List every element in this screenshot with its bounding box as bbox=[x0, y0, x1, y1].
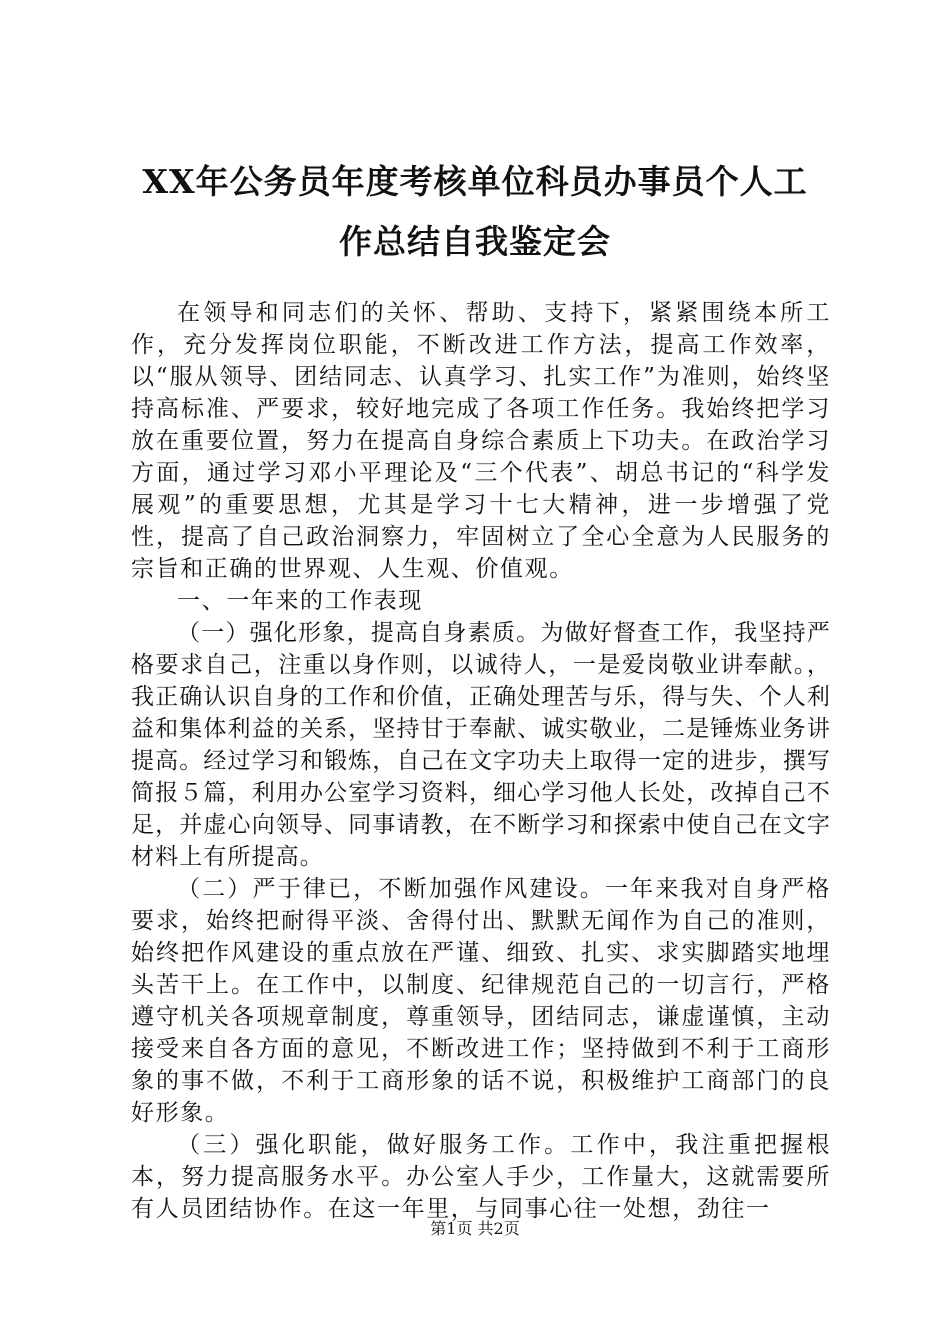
document-title-line1: XX年公务员年度考核单位科员办事员个人工 bbox=[142, 162, 808, 201]
page-number-footer: 第1页 共2页 bbox=[430, 1219, 520, 1238]
paragraph-intro: 在领导和同志们的关怀、帮助、支持下，紧紧围绕本所工作，充分发挥岗位职能，不断改进工作方法，提高工作效率，以“服从领导、团结同志、认真学习、扎实工作”为准则，始终坚持高标准、严要求，较好地完成了各项工作任务。我始终把学习放在重要位置，努力在提高自身综合素质上下功夫。在政治学习方面，通过学习邓小平理论及“三个代表”、胡总书记的“科学发展观”的重要思想，尤其是学习十七大精神，进一步增强了党性，提高了自己政治洞察力，牢固树立了全心全意为人民服务的宗旨和正确的世界观、人生观、价值观。 bbox=[131, 300, 831, 582]
paragraph-part-2: （二）严于律已，不断加强作风建设。一年来我对自身严格要求，始终把耐得平淡、舍得付出、默默无闻作为自己的准则，始终把作风建设的重点放在严谨、细致、扎实、求实脚踏实地埋头苦干上。在工作中，以制度、纪律规范自己的一切言行，严格遵守机关各项规章制度，尊重领导，团结同志，谦虚谨慎，主动接受来自各方面的意见，不断改进工作；坚持做到不利于工商形象的事不做，不利于工商形象的话不说，积极维护工商部门的良好形象。 bbox=[131, 876, 831, 1126]
paragraph-part-3: （三）强化职能，做好服务工作。工作中，我注重把握根本，努力提高服务水平。办公室人手少，工作量大，这就需要所有人员团结协作。在这一年里，与同事心往一处想，劲往一 bbox=[131, 1132, 831, 1222]
paragraph-part-1: （一）强化形象，提高自身素质。为做好督查工作，我坚持严格要求自己，注重以身作则，以诚待人，一是爱岗敬业讲奉献。，我正确认识自身的工作和价值，正确处理苦与乐，得与失、个人利益和集体利益的关系，坚持甘于奉献、诚实敬业，二是锤炼业务讲提高。经过学习和锻炼，自己在文字功夫上取得一定的进步，撰写简报５篇，利用办公室学习资料，细心学习他人长处，改掉自己不足，并虚心向领导、同事请教，在不断学习和探索中使自己在文字材料上有所提高。 bbox=[131, 620, 831, 870]
section-heading: 一、一年来的工作表现 bbox=[177, 588, 423, 614]
document-title-line2: 作总结自我鉴定会 bbox=[339, 222, 611, 261]
document-body bbox=[131, 297, 831, 1225]
